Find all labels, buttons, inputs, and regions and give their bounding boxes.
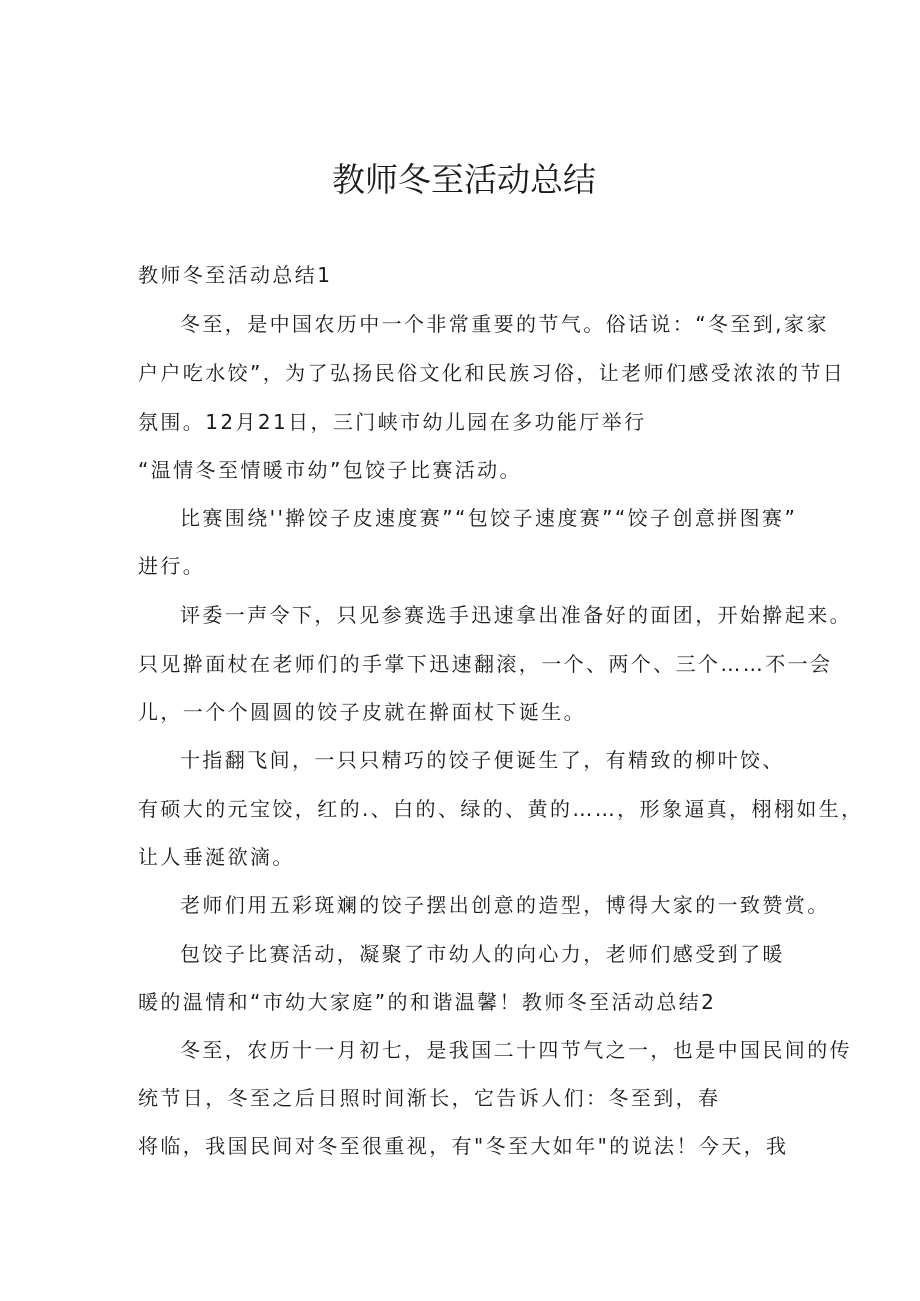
- section-heading-1: 教师冬至活动总结1: [138, 263, 333, 287]
- paragraph-line: 进行。: [138, 554, 206, 578]
- paragraph-line: 户户吃水饺”，为了弘扬民俗文化和民族习俗，让老师们感受浓浓的节日: [138, 361, 846, 385]
- paragraph-line: 冬至，是中国农历中一个非常重要的节气。俗话说：“冬至到,家家: [180, 312, 829, 336]
- paragraph-line: 十指翻飞间，一只只精巧的饺子便诞生了，有精致的柳叶饺、: [180, 748, 785, 772]
- paragraph-line: 暖的温情和“市幼大家庭”的和谐温馨！教师冬至活动总结2: [138, 990, 717, 1014]
- paragraph-line: 包饺子比赛活动，凝聚了市幼人的向心力，老师们感受到了暖: [180, 942, 785, 966]
- paragraph-line: 冬至，农历十一月初七，是我国二十四节气之一，也是中国民间的传: [180, 1038, 852, 1062]
- paragraph-line: 只见擀面杖在老师们的手掌下迅速翻滚，一个、两个、三个……不一会: [138, 652, 833, 676]
- paragraph-line: 让人垂涎欲滴。: [138, 845, 295, 869]
- paragraph-line: 有硕大的元宝饺，红的.、白的、绿的、黄的……，形象逼真，栩栩如生，: [138, 797, 864, 821]
- document-title: 教师冬至活动总结: [332, 160, 596, 199]
- paragraph-line: 评委一声令下，只见参赛选手迅速拿出准备好的面团，开始擀起来。: [180, 603, 852, 627]
- paragraph-line: 老师们用五彩斑斓的饺子摆出创意的造型，博得大家的一致赞赏。: [180, 893, 830, 917]
- paragraph-line: 将临，我国民间对冬至很重视，有"冬至大如年"的说法！今天，我: [138, 1134, 789, 1158]
- paragraph-line: 氛围。12月21日，三门峡市幼儿园在多功能厅举行: [138, 410, 647, 434]
- paragraph-line: 统节日，冬至之后日照时间渐长，它告诉人们：冬至到，春: [138, 1086, 721, 1110]
- paragraph-line: “温情冬至情暖市幼”包饺子比赛活动。: [138, 458, 522, 482]
- paragraph-line: 比赛围绕''擀饺子皮速度赛”“包饺子速度赛”“饺子创意拼图赛”: [180, 506, 798, 530]
- paragraph-line: 儿，一个个圆圆的饺子皮就在擀面杖下诞生。: [138, 700, 586, 724]
